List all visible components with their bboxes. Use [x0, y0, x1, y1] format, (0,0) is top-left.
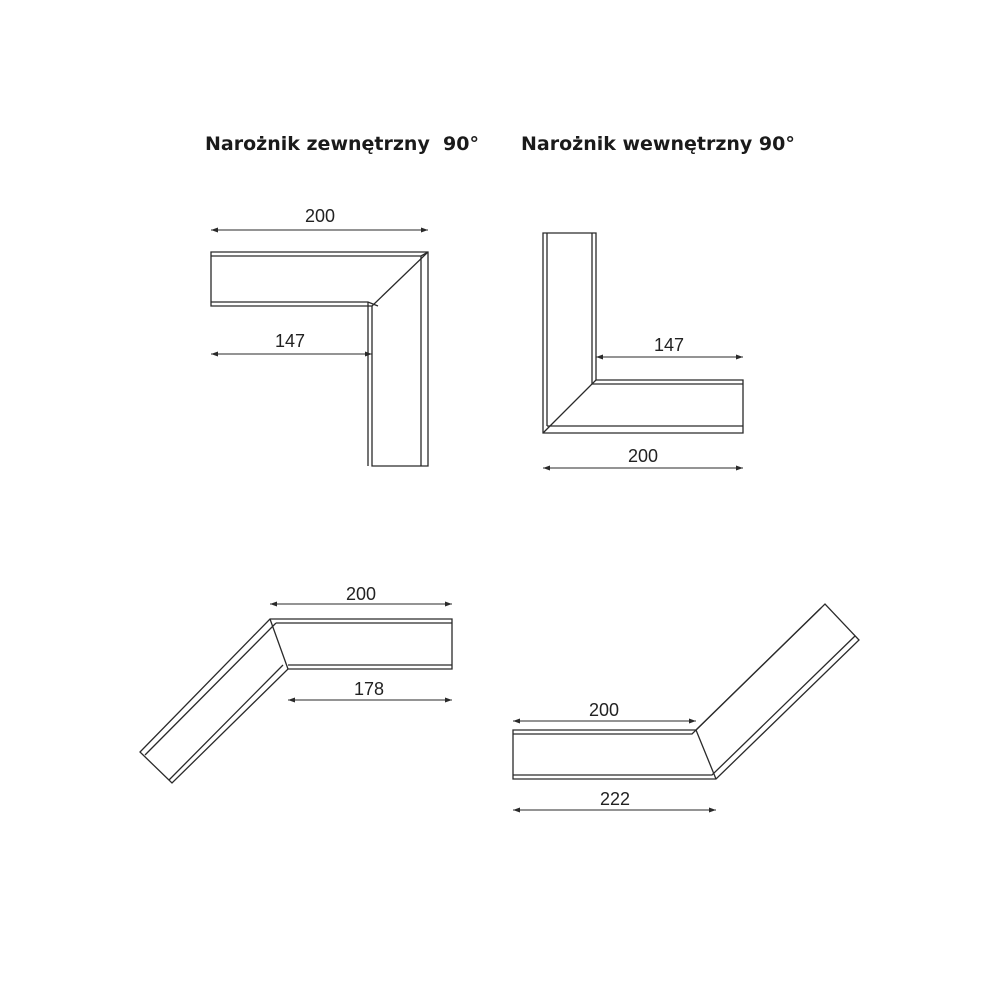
inner-corner-title: Narożnik wewnętrzny 90°: [521, 133, 795, 155]
inner-corner-angled-dim-222-label: 222: [599, 789, 631, 809]
inner-corner-angled-miter: [696, 730, 716, 779]
outer-corner-angled-dim-178-label: 178: [353, 679, 385, 699]
outer-corner-angled-dim-200-label: 200: [345, 584, 377, 604]
outer-corner-90-drawing: [211, 252, 428, 466]
inner-corner-angled-dim-200-label: 200: [588, 700, 620, 720]
inner-corner-90-miter: [543, 380, 596, 433]
outer-corner-angled-miter: [270, 619, 288, 669]
inner-corner-90-dim-147-label: 147: [653, 335, 685, 355]
outer-corner-90-dim-147-label: 147: [274, 331, 306, 351]
inner-corner-angled-profile-edges: [513, 608, 855, 775]
inner-corner-angled-drawing: [513, 604, 859, 779]
outer-corner-angled-profile: [140, 619, 452, 783]
outer-corner-90-dim-200-label: 200: [304, 206, 336, 226]
inner-corner-90-profile-edges: [547, 233, 743, 426]
inner-corner-angled-profile: [513, 604, 859, 779]
outer-corner-angled-profile-edges: [145, 623, 452, 780]
outer-corner-90-miter: [372, 252, 428, 306]
inner-corner-90-drawing: [543, 233, 743, 433]
outer-corner-angled-drawing: [140, 619, 452, 783]
inner-corner-90-dim-200-label: 200: [627, 446, 659, 466]
outer-corner-title: Narożnik zewnętrzny 90°: [205, 133, 479, 155]
